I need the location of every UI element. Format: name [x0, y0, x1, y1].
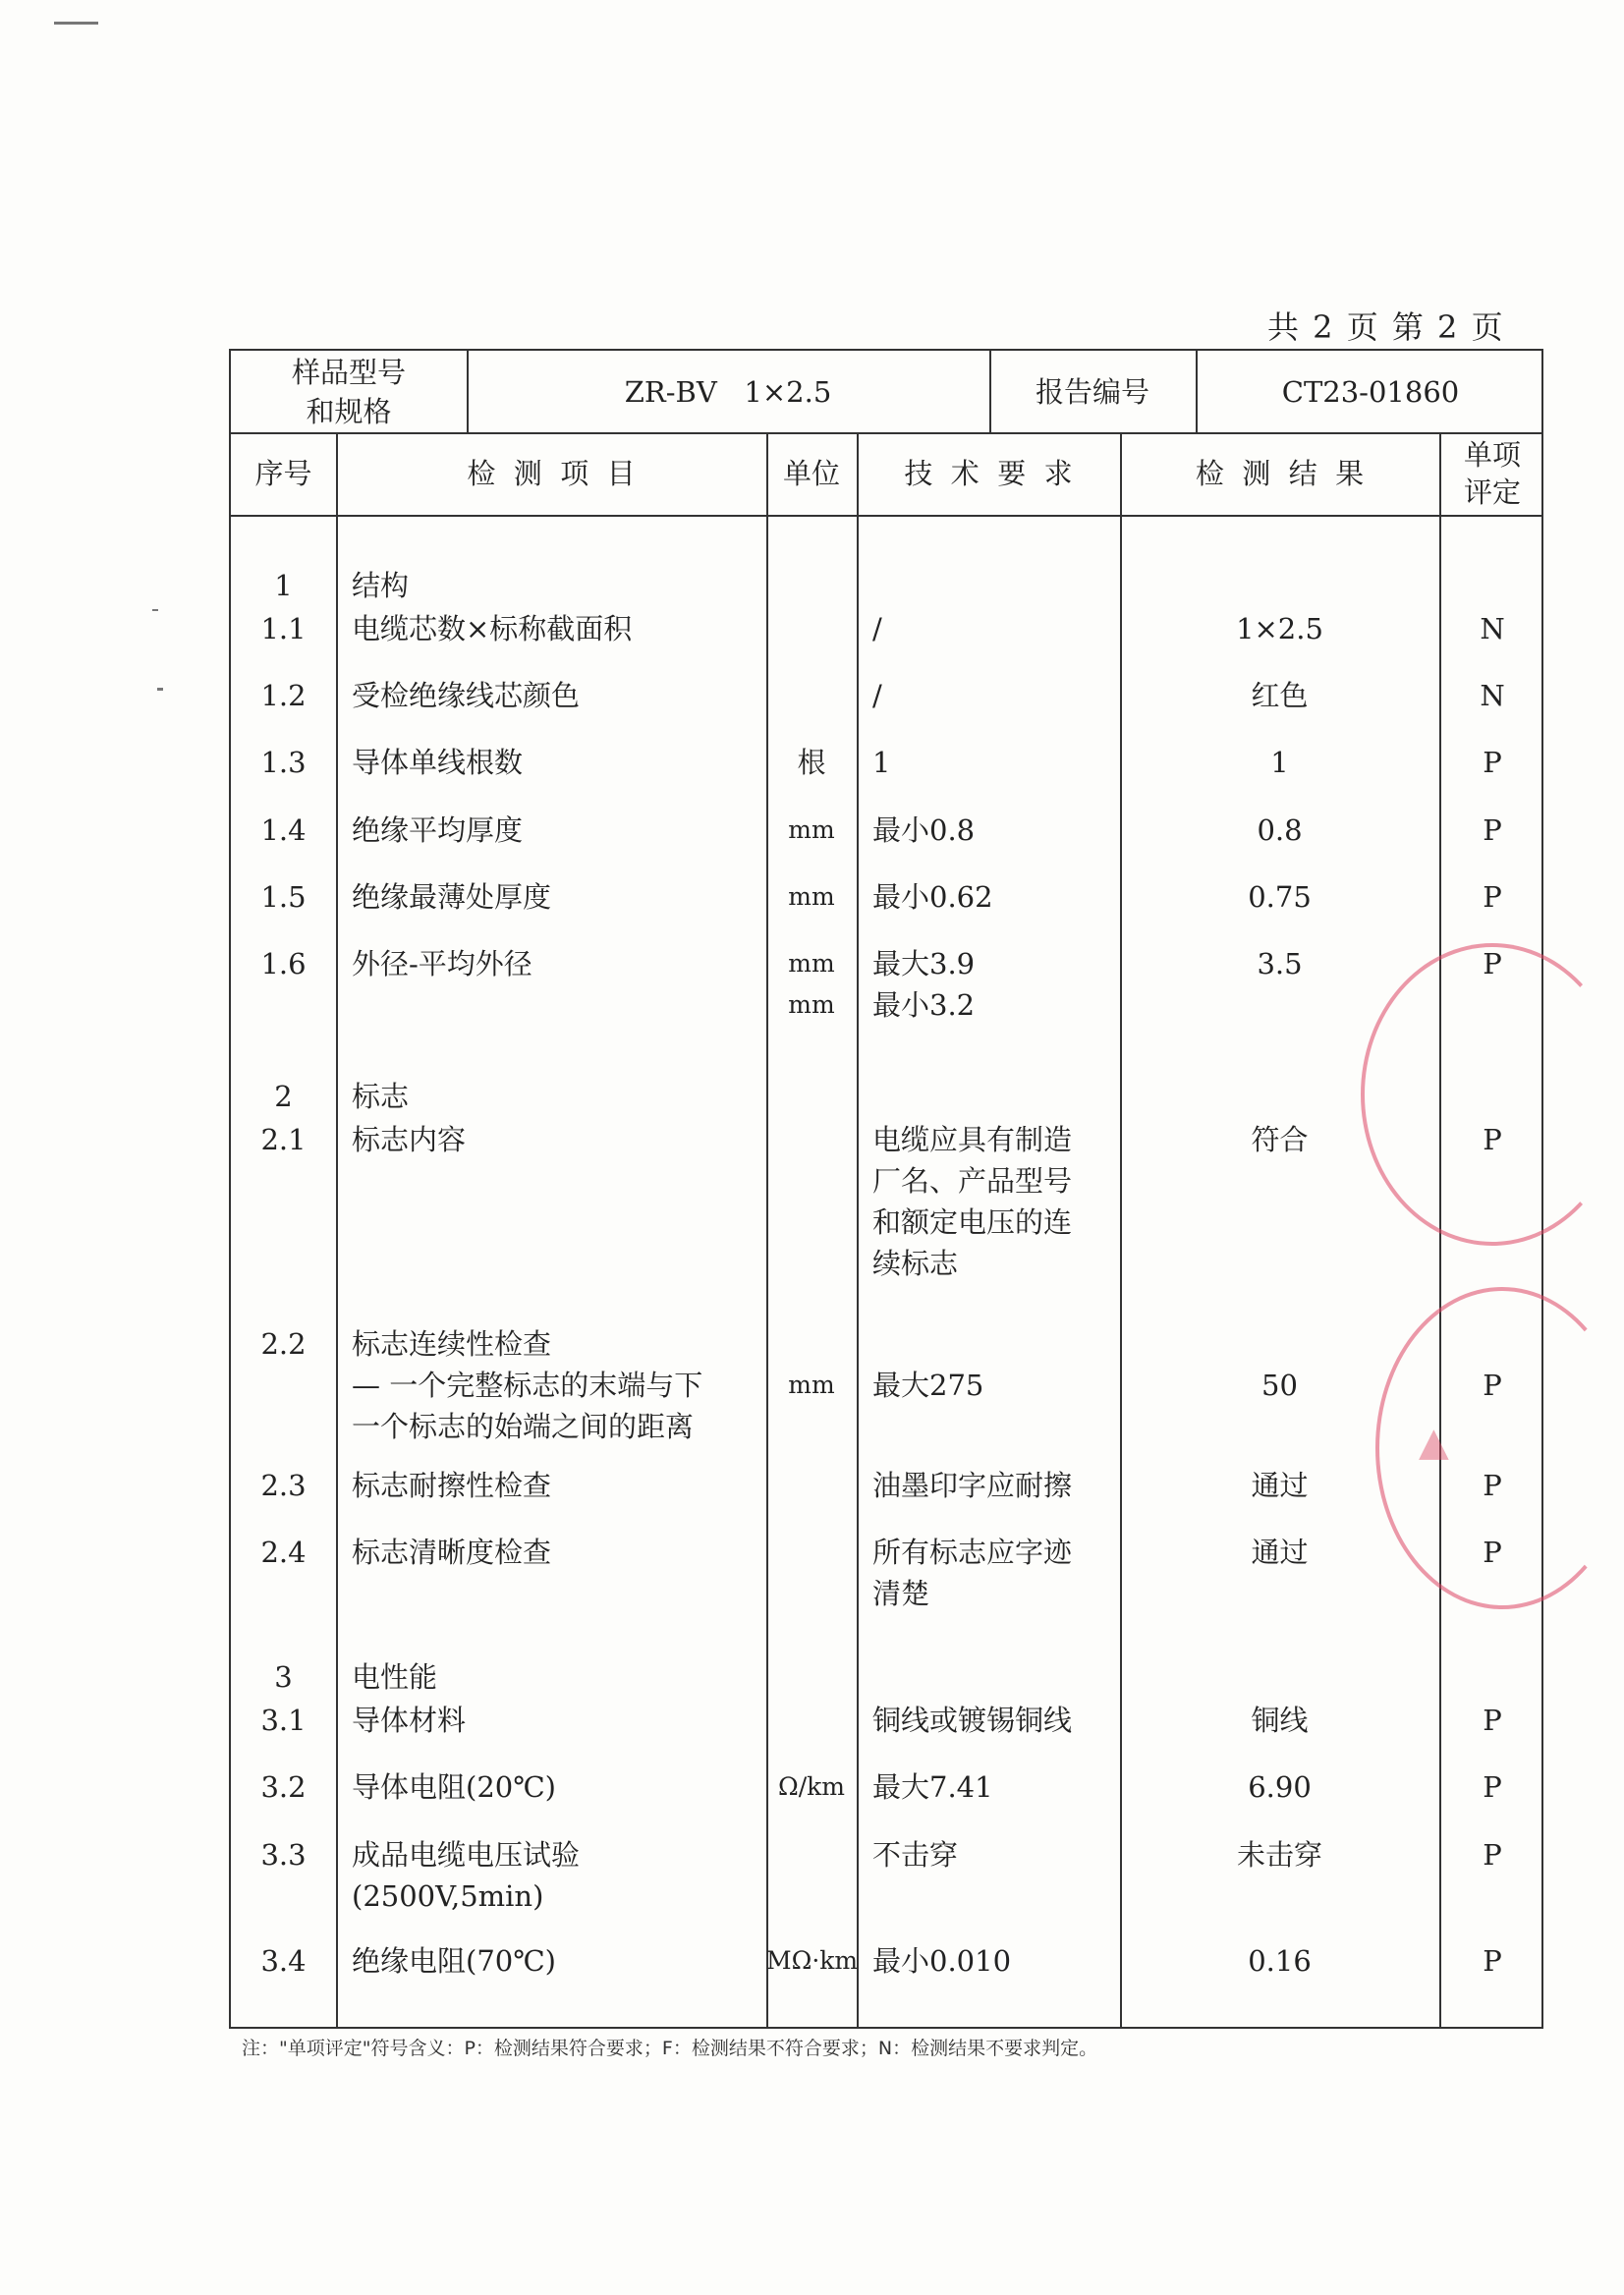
row-result: 1: [1270, 746, 1289, 779]
row-unit: MΩ·km: [766, 1946, 859, 1975]
scan-mark: [54, 22, 98, 25]
row-item: 导体单线根数: [352, 746, 524, 779]
footnote: 注："单项评定"符号含义：P：检测结果符合要求；F：检测结果不符合要求；N：检测结果不要求判定。: [242, 2038, 1098, 2059]
col-header-unit: 单位: [782, 457, 840, 490]
row-unit: mm: [788, 1371, 835, 1399]
inspection-seal-lower: ▲: [1375, 1287, 1624, 1609]
scan-mark: [152, 609, 158, 611]
row-requirement: /: [872, 679, 882, 712]
row-requirement: 1: [872, 746, 891, 779]
row-verdict: P: [1483, 1704, 1502, 1737]
row-item: 导体材料: [352, 1704, 467, 1737]
row-result: 红色: [1251, 679, 1309, 712]
column-header-divider: [231, 515, 1541, 517]
row-seq: 3.3: [260, 1838, 307, 1872]
row-item: 标志清晰度检查: [352, 1536, 552, 1569]
row-item: 结构: [352, 569, 410, 602]
row-verdict: P: [1483, 1944, 1502, 1978]
col-header-requirement: 技 术 要 求: [904, 457, 1073, 490]
row-requirement: 最小0.010: [872, 1944, 1012, 1978]
page-counter: 共 2 页 第 2 页: [1267, 308, 1505, 346]
row-verdict: N: [1480, 679, 1505, 712]
row-requirement: 最小0.62: [872, 880, 993, 914]
row-seq: 1.2: [260, 679, 307, 712]
row-verdict: P: [1483, 1369, 1502, 1402]
row-verdict: P: [1483, 1469, 1502, 1502]
row-requirement: 所有标志应字迹 清楚: [872, 1536, 1073, 1610]
row-seq: 2.1: [260, 1123, 307, 1156]
row-item: 外径-平均外径: [352, 947, 532, 980]
row-requirement: 最大275: [872, 1369, 984, 1402]
row-item: 成品电缆电压试验 (2500V,5min): [352, 1838, 581, 1913]
row-item: 绝缘平均厚度: [352, 813, 524, 847]
row-result: 1×2.5: [1236, 612, 1323, 645]
row-item: 绝缘电阻(70℃): [352, 1944, 556, 1978]
row-requirement: 电缆应具有制造 厂名、产品型号 和额定电压的连 续标志: [872, 1123, 1073, 1280]
row-verdict: P: [1483, 880, 1502, 914]
row-requirement: /: [872, 612, 882, 645]
row-result: 铜线: [1251, 1704, 1309, 1737]
row-result: 50: [1261, 1369, 1298, 1402]
row-requirement: 最小0.8: [872, 813, 976, 847]
row-seq: 1.3: [260, 746, 307, 779]
report-label: 报告编号: [1035, 374, 1149, 409]
row-item: 导体电阻(20℃): [352, 1770, 556, 1804]
scan-mark: [157, 688, 163, 691]
row-seq: 1.5: [260, 880, 307, 914]
row-seq: 1.1: [260, 612, 307, 645]
row-seq: 3.2: [260, 1770, 307, 1804]
row-unit: mm mm: [788, 949, 835, 1019]
row-result: 3.5: [1257, 947, 1303, 980]
row-requirement: 铜线或镀锡铜线: [872, 1704, 1073, 1737]
row-verdict: P: [1483, 1770, 1502, 1804]
row-result: 6.90: [1248, 1770, 1312, 1804]
row-item: 标志连续性检查 — 一个完整标志的末端与下 一个标志的始端之间的距离: [352, 1327, 703, 1443]
row-seq: 1: [274, 569, 293, 602]
row-verdict: P: [1483, 746, 1502, 779]
col-header-result: 检 测 结 果: [1195, 457, 1365, 490]
col-header-seq: 序号: [254, 457, 312, 490]
row-seq: 1.4: [260, 813, 307, 847]
row-requirement: 不击穿: [872, 1838, 959, 1872]
col-header-item: 检 测 项 目: [467, 457, 636, 490]
row-requirement: 油墨印字应耐擦: [872, 1469, 1073, 1502]
report-value: CT23-01860: [1281, 374, 1460, 409]
row-unit: Ω/km: [777, 1772, 845, 1801]
col-divider-unit: [857, 432, 859, 2027]
row-verdict: P: [1483, 1123, 1502, 1156]
inspection-seal-upper: [1361, 943, 1624, 1246]
row-result: 通过: [1251, 1536, 1309, 1569]
row-unit: mm: [788, 815, 835, 844]
row-seq: 1.6: [260, 947, 307, 980]
row-seq: 2.4: [260, 1536, 307, 1569]
row-item: 标志: [352, 1080, 410, 1113]
row-seq: 3.4: [260, 1944, 307, 1978]
row-result: 未击穿: [1236, 1838, 1322, 1872]
row-item: 标志耐擦性检查: [352, 1469, 552, 1502]
row-item: 受检绝缘线芯颜色: [352, 679, 581, 712]
report-table: [229, 349, 1543, 2029]
row-unit: 根: [797, 746, 826, 779]
model-label: 样品型号 和规格: [291, 355, 406, 428]
row-item: 电性能: [352, 1660, 438, 1694]
row-verdict: P: [1483, 947, 1502, 980]
row-verdict: P: [1483, 1838, 1502, 1872]
row-result: 0.16: [1248, 1944, 1312, 1978]
col-divider-seq: [336, 432, 338, 2027]
row-seq: 3.1: [260, 1704, 307, 1737]
col-header-verdict: 单项 评定: [1463, 438, 1521, 509]
row-requirement: 最大3.9 最小3.2: [872, 947, 976, 1022]
row-result: 0.75: [1248, 880, 1312, 914]
row-requirement: 最大7.41: [872, 1770, 993, 1804]
row-result: 符合: [1251, 1123, 1309, 1156]
row-seq: 2.3: [260, 1469, 307, 1502]
row-verdict: N: [1480, 612, 1505, 645]
row-result: 通过: [1251, 1469, 1309, 1502]
row-unit: mm: [788, 882, 835, 911]
model-value: ZR-BV 1×2.5: [624, 374, 832, 409]
row-result: 0.8: [1257, 813, 1303, 847]
row-seq: 2.2: [260, 1327, 307, 1361]
row-verdict: P: [1483, 1536, 1502, 1569]
row-item: 电缆芯数×标称截面积: [352, 612, 633, 645]
row-seq: 2: [274, 1080, 293, 1113]
row-seq: 3: [274, 1660, 293, 1694]
row-verdict: P: [1483, 813, 1502, 847]
row-item: 绝缘最薄处厚度: [352, 880, 552, 914]
row-item: 标志内容: [352, 1123, 467, 1156]
